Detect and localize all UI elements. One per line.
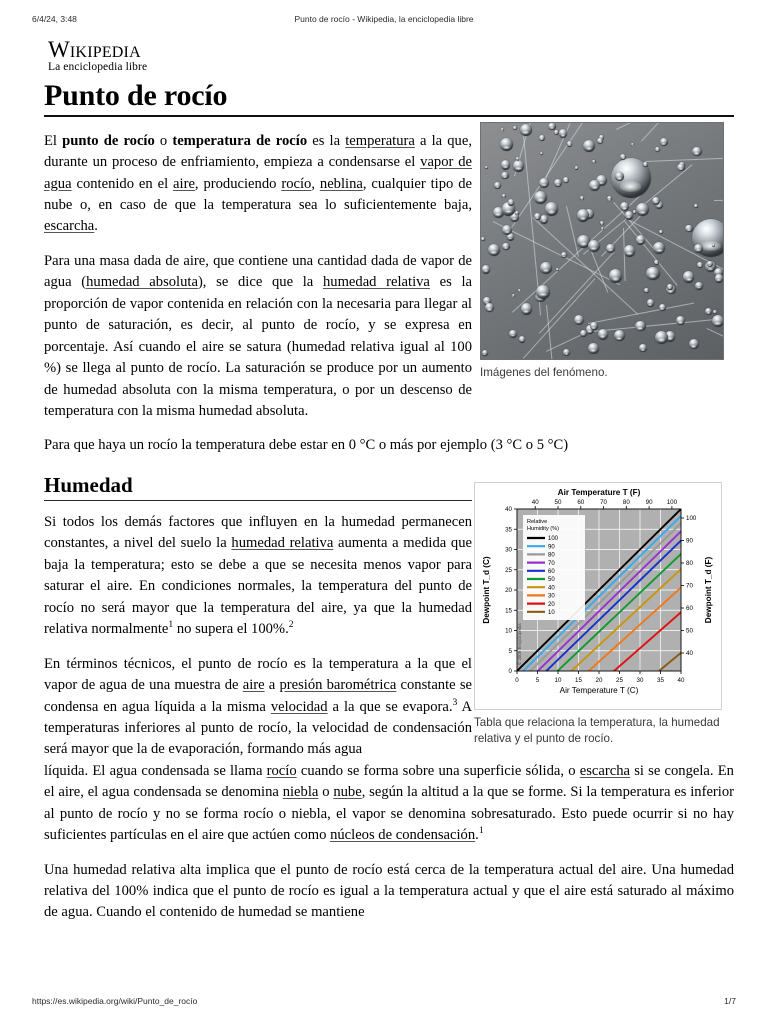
dew-drop [512, 294, 515, 297]
paragraph-humedad-1 [44, 512, 472, 641]
chart-svg [475, 483, 723, 711]
y-tick-right-label: 100 [686, 515, 697, 523]
text-fragment: es la [307, 132, 346, 149]
x-tick-top-label: 50 [554, 499, 562, 506]
y-tick-right-label: 90 [686, 537, 693, 545]
print-footer-page-number: 1/7 [724, 996, 736, 1006]
dew-drop [485, 303, 494, 312]
reference-marker-2[interactable]: 2 [288, 619, 294, 631]
chart-legend-label-20: 20 [548, 601, 555, 608]
dew-drop [644, 288, 649, 293]
paragraph-rocio-temperatura: Para que haya un rocío la temperatura debe estar en 0 °C o más por ejemplo (3 °C o 5 °C) [44, 437, 569, 454]
web-strand [592, 318, 720, 331]
term-temperatura-de-rocio: temperatura de rocío [172, 132, 308, 149]
dew-drop [482, 350, 488, 356]
y-tick-label: 35 [505, 526, 512, 534]
x-axis-top-label: Air Temperature T (F) [557, 488, 641, 497]
dew-drop [625, 211, 634, 220]
wikipedia-tagline: La enciclopedia libre [48, 61, 148, 74]
link-humedad-relativa[interactable]: humedad relativa [322, 274, 430, 291]
dew-drop [660, 138, 668, 146]
web-strand [645, 156, 724, 162]
dew-drop [646, 267, 659, 280]
y-tick-label: 0 [508, 668, 512, 676]
link-escarcha-2[interactable]: escarcha [579, 762, 630, 779]
chart-legend-label-30: 30 [548, 593, 555, 600]
dew-drop [643, 162, 648, 167]
web-strand [641, 122, 719, 142]
link-humedad-relativa-2[interactable]: humedad relativa [231, 535, 334, 552]
dew-drop [554, 179, 562, 187]
chart-watermark: © 2008 Encyclopedia [517, 623, 522, 665]
dew-drop [545, 202, 559, 216]
dew-drops-image [480, 122, 724, 360]
text-fragment: , cualquier tipo de nube o, en caso de que la temperatura sea lo suficientemente baja, [44, 175, 472, 214]
link-aire[interactable]: aire [173, 175, 195, 192]
text-fragment: si se congela. En el aire, el agua condensada se denomina [44, 762, 734, 801]
chart-legend-label-50: 50 [548, 577, 555, 584]
dew-drop [559, 129, 568, 138]
dew-drop [501, 128, 504, 131]
dew-drop [647, 299, 655, 307]
dew-drop [513, 126, 517, 130]
text-fragment: , según la altitud a la que se forme. Si la temperatura es inferior al punto de rocío y no se forma rocío o niebla, el vapor se denomina sobresaturado. Esto puede ocurrir si no hay suficientes partículas en el aire que actúen como [44, 784, 735, 844]
link-aire-2[interactable]: aire [242, 677, 265, 694]
dew-drop [609, 269, 623, 283]
x-tick-top-label: 60 [577, 499, 585, 506]
figure-caption-chart: Tabla que relaciona la temperatura, la humedad relativa y el punto de rocío. [474, 716, 720, 745]
text-fragment: cuando se forma sobre una superficie sólida, o [296, 762, 580, 779]
link-escarcha[interactable]: escarcha [44, 218, 95, 235]
dew-drop [539, 135, 545, 141]
dew-drop [712, 315, 724, 327]
dew-drop [518, 289, 521, 292]
text-fragment: . [94, 218, 98, 235]
y-tick-label: 15 [505, 607, 512, 615]
wikipedia-wordmark: Wikipedia [48, 37, 141, 62]
dewpoint-chart-image [474, 482, 722, 710]
reference-marker-3[interactable]: 3 [452, 696, 458, 708]
web-strand [714, 199, 724, 201]
text-fragment: es la proporción de vapor contenida en relación con la necesaria para llegar al punto de saturación, es decir, al punto de rocío, y se expresa en porcentaje. Así cuando el aire se satura (humedad relativa igual al 100 %) se llega al punto de rocío. La saturación se produce por un aumento de humedad absoluta con la misma temperatura, o por un descenso de temperatura con la misma humedad absoluta. [44, 274, 472, 419]
article-body-left-column [44, 131, 472, 423]
chart-legend-label-60: 60 [548, 569, 555, 575]
dew-drop [589, 180, 600, 191]
paragraph-humedad-2-wide [44, 761, 734, 847]
dew-drop [598, 329, 608, 339]
dew-drop [654, 260, 658, 264]
dew-drop [534, 191, 547, 204]
link-nube[interactable]: nube [333, 784, 362, 801]
dew-drop [659, 230, 663, 234]
section-heading-humedad: Humedad [44, 472, 133, 497]
dew-drop [502, 243, 509, 250]
chart-legend-label-10: 10 [548, 610, 555, 616]
reference-marker-4[interactable]: 1 [478, 825, 484, 837]
dew-drop [554, 130, 559, 135]
y-tick-right-label: 70 [686, 582, 693, 590]
x-tick-label: 15 [575, 677, 582, 684]
link-humedad-absoluta[interactable]: humedad absoluta [86, 274, 198, 291]
dew-drop [689, 339, 699, 349]
text-fragment: . [475, 827, 479, 844]
link-presion-barometrica[interactable]: presión barométrica [279, 677, 397, 694]
dew-drop [667, 284, 672, 289]
text-fragment: aumenta a medida que baja la temperatura; esto se debe a que se necesita menos vapor para saturar el aire. En condiciones normales, la temperatura del punto de rocío no será mayor que la temperatura del aire, ya que la humedad relativa normalmente [44, 535, 473, 638]
dew-drop [563, 177, 569, 183]
print-header-datetime: 6/4/24, 3:48 [32, 14, 77, 24]
dew-drop [513, 160, 525, 172]
figure-dew-photo [480, 122, 724, 381]
link-vapor-de-agua[interactable]: vapor de agua [44, 154, 472, 192]
dew-drop [519, 336, 526, 343]
x-tick-label: 25 [616, 677, 623, 684]
paragraph-humedad-relativa [44, 251, 472, 423]
text-fragment: o [154, 132, 173, 149]
y-tick-label: 5 [508, 647, 512, 655]
dew-drop [508, 199, 515, 206]
chart-legend-label-80: 80 [548, 552, 555, 559]
dew-drop [697, 262, 703, 268]
y-tick-label: 40 [505, 506, 512, 514]
chart-legend-title-line2: Humidity (%) [527, 526, 560, 532]
dew-drop [536, 285, 549, 298]
dew-drop [501, 160, 510, 169]
dew-drop [556, 268, 559, 271]
x-tick-label: 10 [554, 677, 562, 684]
dew-drop [588, 240, 600, 252]
x-tick-top-label: 70 [600, 499, 608, 506]
dew-drop [575, 166, 578, 169]
dew-drop [659, 304, 666, 311]
x-tick-top-label: 80 [622, 499, 630, 506]
dew-drop [574, 315, 584, 325]
dew-drop [615, 172, 624, 181]
x-tick-top-label: 90 [645, 499, 653, 506]
y-tick-label: 20 [505, 587, 512, 595]
text-fragment: líquida. El agua condensada se llama [44, 762, 267, 779]
x-tick-label: 20 [595, 677, 603, 684]
x-axis-label: Air Temperature T (C) [559, 686, 639, 695]
y-tick-right-label: 60 [686, 605, 693, 613]
text-fragment: a la que se evapora. [327, 698, 453, 715]
figure-caption-dew: Imágenes del fenómeno. [480, 366, 608, 379]
chart-legend-label-100: 100 [548, 536, 559, 543]
dew-drop [685, 225, 693, 233]
text-fragment: contenido en el [71, 175, 174, 192]
dew-drop [563, 349, 570, 356]
dew-drop [580, 196, 584, 200]
text-fragment: El [44, 132, 63, 149]
link-rocio[interactable]: rocío [281, 175, 312, 192]
dew-drop [488, 244, 500, 256]
reference-marker-1[interactable]: 1 [168, 619, 174, 631]
dew-drop [631, 143, 634, 146]
print-footer-url: https://es.wikipedia.org/wiki/Punto_de_rocío [32, 996, 198, 1006]
text-fragment: Si todos los demás factores que influyen en la humedad permanecen constantes, a nivel del suelo la [44, 514, 472, 552]
x-tick-label: 30 [636, 677, 644, 684]
x-tick-label: 35 [657, 677, 664, 684]
web-strand [523, 278, 595, 358]
dew-drop [539, 178, 549, 188]
link-niebla[interactable]: niebla [282, 784, 319, 801]
dew-drop [540, 215, 548, 223]
dew-drop [620, 202, 629, 211]
dew-drop [520, 124, 533, 137]
dew-drop [705, 308, 712, 315]
dew-drop [652, 197, 660, 205]
dew-drop [500, 138, 513, 151]
text-fragment: ), se dice que la [197, 274, 323, 291]
dew-drop [639, 344, 647, 352]
y-tick-label: 10 [505, 627, 512, 635]
dew-drop [707, 261, 713, 267]
dew-drop [501, 172, 509, 180]
chart-legend-label-90: 90 [548, 544, 555, 551]
text-fragment: o [318, 784, 334, 801]
dew-drop [713, 310, 717, 314]
dew-drop [624, 245, 636, 257]
paragraph-definition [44, 131, 472, 238]
x-tick-top-label: 40 [531, 499, 539, 506]
dew-drop [583, 140, 595, 152]
link-temperatura[interactable]: temperatura [345, 132, 415, 149]
dew-drop [607, 196, 612, 201]
dew-drop [635, 321, 646, 332]
dew-drop [600, 221, 604, 225]
text-fragment: a la que, durante un proceso de enfriamiento, empieza a condensarse el [44, 132, 472, 171]
dew-drop [636, 203, 649, 216]
dew-drop [655, 331, 668, 344]
page-title: Punto de rocío [44, 79, 228, 113]
text-fragment: , [311, 175, 320, 192]
term-punto-de-rocio: punto de rocío [62, 132, 155, 149]
dew-drop [502, 194, 506, 198]
y-tick-right-label: 50 [686, 627, 693, 635]
print-footer [0, 996, 768, 1010]
dew-drop [588, 343, 598, 353]
y-tick-label: 30 [505, 546, 512, 554]
dew-drop [676, 316, 685, 325]
y-axis-label: Dewpoint T_d (C) [482, 556, 491, 624]
dew-drop [694, 204, 698, 208]
dew-drop [577, 209, 590, 222]
text-fragment: constante se condensa en agua líquida a la misma [44, 677, 472, 715]
dew-drop [482, 265, 490, 273]
dew-drop [485, 166, 488, 169]
y-axis-right-label: Dewpoint T_d (F) [704, 556, 713, 624]
print-header [0, 14, 768, 28]
dew-drop [692, 147, 701, 156]
figure-dewpoint-chart [474, 482, 722, 746]
text-fragment: , produciendo [194, 175, 282, 192]
x-tick-top-label: 100 [666, 499, 678, 506]
paragraph-humedad-3: Una humedad relativa alta implica que el punto de rocío está cerca de la temperatura actual del aire. Una humedad relativa del 100% indica que el punto de rocío es igual a la temperatura actual y que el aire está saturado al máximo de agua. Cuando el contenido de humedad se mantiene [44, 861, 734, 921]
dew-drop [590, 322, 598, 330]
title-divider [44, 115, 734, 117]
dew-drop [548, 123, 555, 130]
x-tick-label: 5 [535, 677, 540, 684]
dew-drop [567, 141, 573, 147]
web-strand [707, 328, 724, 360]
wikipedia-logo [44, 38, 734, 73]
dew-drop [653, 242, 665, 254]
link-neblina[interactable]: neblina [319, 175, 363, 192]
dew-drop [494, 182, 501, 189]
y-tick-label: 25 [505, 566, 512, 574]
link-rocio-2[interactable]: rocío [266, 762, 297, 779]
chart-legend-label-70: 70 [548, 560, 555, 567]
link-nucleos-de-condensacion[interactable]: núcleos de condensación [330, 827, 476, 844]
dew-drop [580, 330, 587, 337]
dew-drop [694, 244, 703, 253]
section-divider [44, 500, 472, 501]
paragraph-humedad-2-top [44, 654, 472, 761]
text-fragment: Para una masa dada de aire, que contiene una cantidad dada de vapor de agua ( [44, 252, 472, 291]
y-tick-right-label: 40 [686, 650, 693, 658]
dew-drop [683, 271, 694, 282]
dew-drop [481, 237, 485, 241]
dew-drop [606, 244, 614, 252]
dew-drop [695, 282, 702, 289]
text-fragment: no supera el 100%. [173, 621, 289, 638]
link-velocidad[interactable]: velocidad [270, 698, 328, 715]
dew-drop [540, 262, 552, 274]
text-fragment: a [264, 677, 280, 694]
dew-drop [715, 274, 723, 282]
x-tick-label: 40 [677, 677, 685, 684]
y-tick-right-label: 80 [686, 560, 693, 568]
print-header-title: Punto de rocío - Wikipedia, la enciclopedia libre [294, 14, 474, 24]
chart-legend-title-line1: Relative [527, 519, 548, 525]
x-tick-label: 0 [515, 677, 519, 684]
dew-drop [592, 160, 596, 164]
dew-drop [597, 138, 603, 144]
dew-drop [614, 330, 625, 341]
text-fragment: En términos técnicos, el punto de rocío es la temperatura a la que el vapor de agua de una muestra de [44, 655, 472, 694]
section-body-left-column [44, 512, 472, 761]
dew-drop [540, 152, 543, 155]
text-fragment: A temperaturas inferiores al punto de rocío, la velocidad de condensación será mayor que la de evaporación, formando más agua [44, 698, 472, 758]
dew-drop [620, 154, 626, 160]
dew-drop [521, 303, 533, 315]
dew-drop [509, 330, 517, 338]
chart-legend-label-40: 40 [548, 585, 555, 592]
dew-drop [655, 147, 660, 152]
